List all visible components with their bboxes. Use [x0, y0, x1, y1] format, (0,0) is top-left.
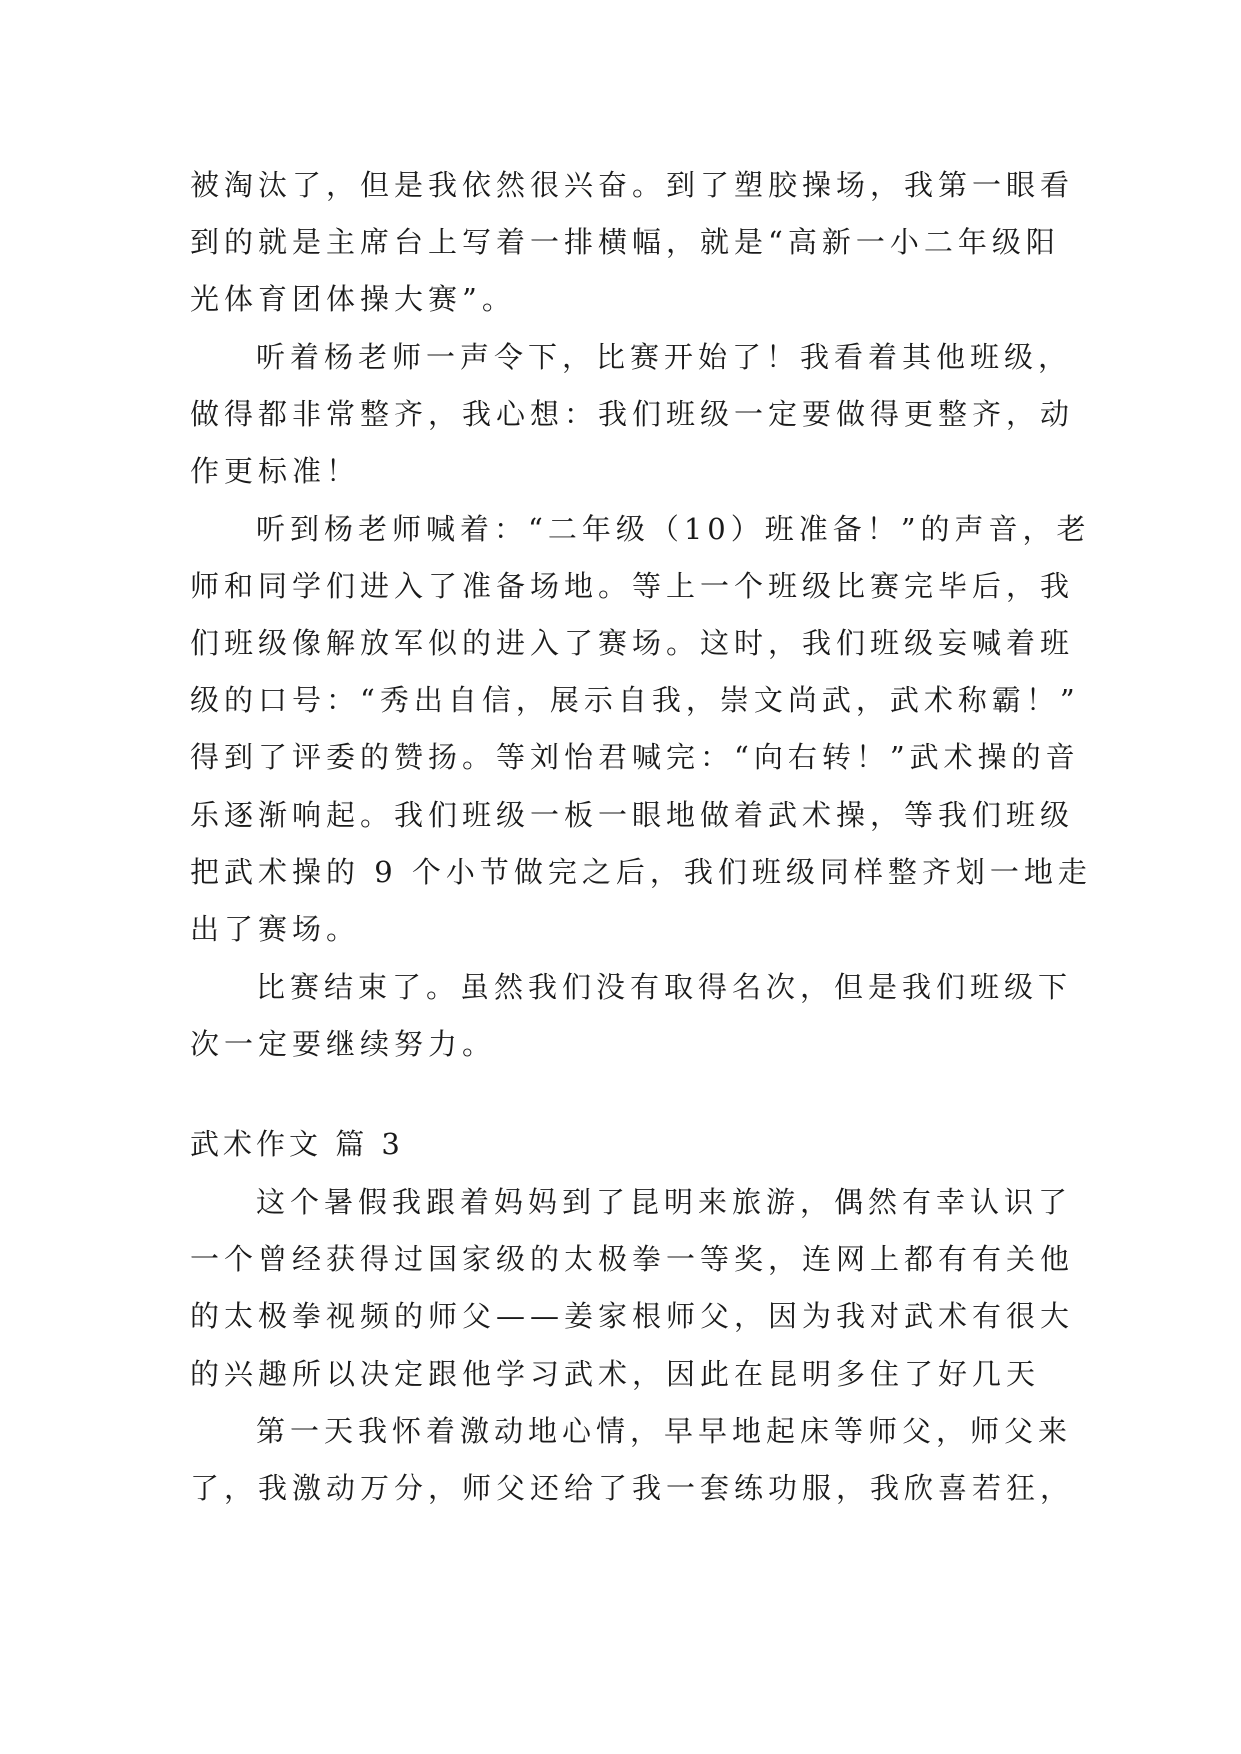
text-line: 乐逐渐响起。我们班级一板一眼地做着武术操，等我们班级 — [190, 798, 1075, 832]
text-line: 次一定要继续努力。 — [190, 1027, 497, 1061]
text-line: 一个曾经获得过国家级的太极拳一等奖，连网上都有有关他 — [190, 1242, 1075, 1276]
text-line: 作更标准！ — [190, 454, 361, 488]
paragraph-first-line: 听到杨老师喊着：“二年级（10）班准备！”的声音，老 — [256, 512, 1091, 546]
paragraph-first-line: 这个暑假我跟着妈妈到了昆明来旅游，偶然有幸认识了 — [256, 1185, 1073, 1219]
text-line: 出了赛场。 — [190, 912, 361, 946]
text-line: 师和同学们进入了准备场地。等上一个班级比赛完毕后，我 — [190, 569, 1075, 603]
text-line: 的兴趣所以决定跟他学习武术，因此在昆明多住了好几天 — [190, 1357, 1041, 1391]
text-line: 级的口号：“秀出自信，展示自我，崇文尚武，武术称霸！” — [190, 683, 1080, 717]
paragraph-first-line: 第一天我怀着激动地心情，早早地起床等师父，师父来 — [256, 1414, 1073, 1448]
text-line: 被淘汰了，但是我依然很兴奋。到了塑胶操场，我第一眼看 — [190, 168, 1075, 202]
paragraph-first-line: 听着杨老师一声令下，比赛开始了！我看着其他班级， — [256, 340, 1073, 374]
text-line: 把武术操的 9 个小节做完之后，我们班级同样整齐划一地走 — [190, 855, 1092, 889]
text-line: 做得都非常整齐，我心想：我们班级一定要做得更整齐，动 — [190, 397, 1075, 431]
text-line: 得到了评委的赞扬。等刘怡君喊完：“向右转！”武术操的音 — [190, 740, 1080, 774]
text-line: 到的就是主席台上写着一排横幅，就是“高新一小二年级阳 — [190, 225, 1060, 259]
text-line: 光体育团体操大赛”。 — [190, 282, 516, 316]
text-line: 们班级像解放军似的进入了赛场。这时，我们班级妄喊着班 — [190, 626, 1075, 660]
text-line: 的太极拳视频的师父——姜家根师父，因为我对武术有很大 — [190, 1299, 1075, 1333]
paragraph-first-line: 比赛结束了。虽然我们没有取得名次，但是我们班级下 — [256, 970, 1073, 1004]
text-line: 了，我激动万分，师父还给了我一套练功服，我欣喜若狂， — [190, 1471, 1075, 1505]
section-heading: 武术作文 篇 3 — [190, 1127, 404, 1161]
